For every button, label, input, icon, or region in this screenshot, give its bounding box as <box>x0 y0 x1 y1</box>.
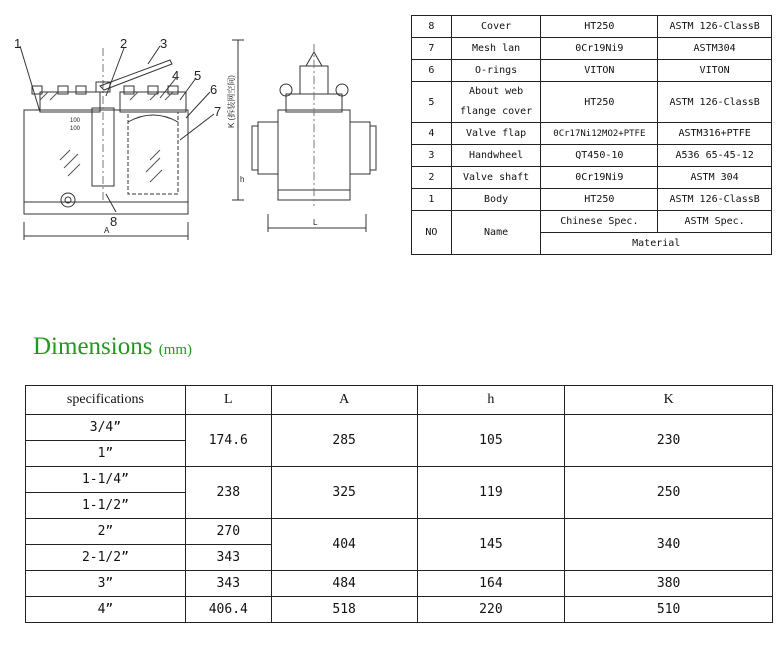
chinese-spec: HT250 <box>541 189 658 211</box>
astm-spec: ASTM 126-ClassB <box>658 189 772 211</box>
part-name: Mesh lan <box>451 38 541 60</box>
spec-cell: 4” <box>26 597 186 623</box>
dimensions-title-text: Dimensions <box>33 333 153 360</box>
table-row <box>412 16 772 38</box>
L-cell: 343 <box>185 571 271 597</box>
h-cell: 145 <box>417 519 565 571</box>
astm-spec: A536 65-45-12 <box>658 145 772 167</box>
dim-label-L: L <box>313 218 318 227</box>
h-cell: 164 <box>417 571 565 597</box>
spec-cell: 1-1/4” <box>26 467 186 493</box>
part-name: Handwheel <box>451 145 541 167</box>
table-header-row <box>412 211 772 233</box>
spec-cell: 1-1/2” <box>26 493 186 519</box>
astm-spec-header: ASTM Spec. <box>658 211 772 233</box>
table-header-row <box>26 386 773 415</box>
part-no: 1 <box>412 189 452 211</box>
left-mark-1: 100 <box>70 118 81 124</box>
callout-3: 3 <box>160 36 168 51</box>
part-no: 3 <box>412 145 452 167</box>
callout-7: 7 <box>214 104 222 119</box>
L-cell: 406.4 <box>185 597 271 623</box>
K-cell: 510 <box>565 597 773 623</box>
spec-cell: 2” <box>26 519 186 545</box>
L-cell: 343 <box>185 545 271 571</box>
A-cell: 484 <box>271 571 417 597</box>
callout-8: 8 <box>110 214 118 229</box>
astm-spec: ASTM 304 <box>658 167 772 189</box>
part-no: 8 <box>412 16 452 38</box>
K-cell: 340 <box>565 519 773 571</box>
table-row <box>26 467 773 493</box>
chinese-spec: 0Cr19Ni9 <box>541 38 658 60</box>
L-cell: 238 <box>185 467 271 519</box>
astm-spec: ASTM 126-ClassB <box>658 82 772 123</box>
spec-cell: 3/4” <box>26 415 186 441</box>
table-row <box>412 145 772 167</box>
part-name: Valve flap <box>451 123 541 145</box>
callout-5: 5 <box>194 68 202 83</box>
spec-cell: 2-1/2” <box>26 545 186 571</box>
material-header: Material <box>541 233 772 255</box>
table-row <box>26 571 773 597</box>
header-specifications: specifications <box>26 386 186 415</box>
chinese-spec: HT250 <box>541 16 658 38</box>
chinese-spec: 0Cr17Ni12MO2+PTFE <box>541 123 658 145</box>
header-K: K <box>565 386 773 415</box>
h-cell: 119 <box>417 467 565 519</box>
L-cell: 270 <box>185 519 271 545</box>
table-row <box>26 415 773 441</box>
dimensions-unit: (mm) <box>158 342 193 358</box>
chinese-spec: QT450-10 <box>541 145 658 167</box>
chinese-spec-header: Chinese Spec. <box>541 211 658 233</box>
table-row <box>412 189 772 211</box>
A-cell: 404 <box>271 519 417 571</box>
callout-6: 6 <box>210 82 218 97</box>
part-no: 6 <box>412 60 452 82</box>
L-cell: 174.6 <box>185 415 271 467</box>
dimensions-table <box>25 385 773 623</box>
astm-spec: ASTM316+PTFE <box>658 123 772 145</box>
table-row <box>412 167 772 189</box>
table-row <box>412 60 772 82</box>
part-no: 7 <box>412 38 452 60</box>
dim-label-K: K (拆装网空间) <box>227 75 236 128</box>
A-cell: 285 <box>271 415 417 467</box>
callout-2: 2 <box>120 36 128 51</box>
table-row <box>26 597 773 623</box>
part-name: Cover <box>451 16 541 38</box>
dim-label-h: h <box>240 175 245 184</box>
chinese-spec: 0Cr19Ni9 <box>541 167 658 189</box>
astm-spec: VITON <box>658 60 772 82</box>
strainer-drawing <box>0 0 400 250</box>
table-row <box>412 38 772 60</box>
part-name: About web flange cover <box>451 82 541 123</box>
h-cell: 105 <box>417 415 565 467</box>
part-name: Body <box>451 189 541 211</box>
header-L: L <box>185 386 271 415</box>
dim-label-A: A <box>104 226 110 235</box>
A-cell: 325 <box>271 467 417 519</box>
name-header: Name <box>451 211 541 255</box>
chinese-spec: VITON <box>541 60 658 82</box>
part-no: 5 <box>412 82 452 123</box>
part-name: O-rings <box>451 60 541 82</box>
materials-table <box>411 15 772 255</box>
callout-1: 1 <box>14 36 22 51</box>
header-A: A <box>271 386 417 415</box>
callout-4: 4 <box>172 68 180 83</box>
astm-spec: ASTM 126-ClassB <box>658 16 772 38</box>
chinese-spec: HT250 <box>541 82 658 123</box>
K-cell: 230 <box>565 415 773 467</box>
dimensions-title <box>33 333 192 361</box>
A-cell: 518 <box>271 597 417 623</box>
astm-spec: ASTM304 <box>658 38 772 60</box>
K-cell: 250 <box>565 467 773 519</box>
part-no: 2 <box>412 167 452 189</box>
header-h: h <box>417 386 565 415</box>
table-row <box>412 123 772 145</box>
table-row <box>412 82 772 123</box>
table-row <box>26 519 773 545</box>
part-name: Valve shaft <box>451 167 541 189</box>
part-no: 4 <box>412 123 452 145</box>
spec-cell: 1” <box>26 441 186 467</box>
h-cell: 220 <box>417 597 565 623</box>
left-mark-2: 100 <box>70 126 81 132</box>
spec-cell: 3” <box>26 571 186 597</box>
K-cell: 380 <box>565 571 773 597</box>
no-header: NO <box>412 211 452 255</box>
